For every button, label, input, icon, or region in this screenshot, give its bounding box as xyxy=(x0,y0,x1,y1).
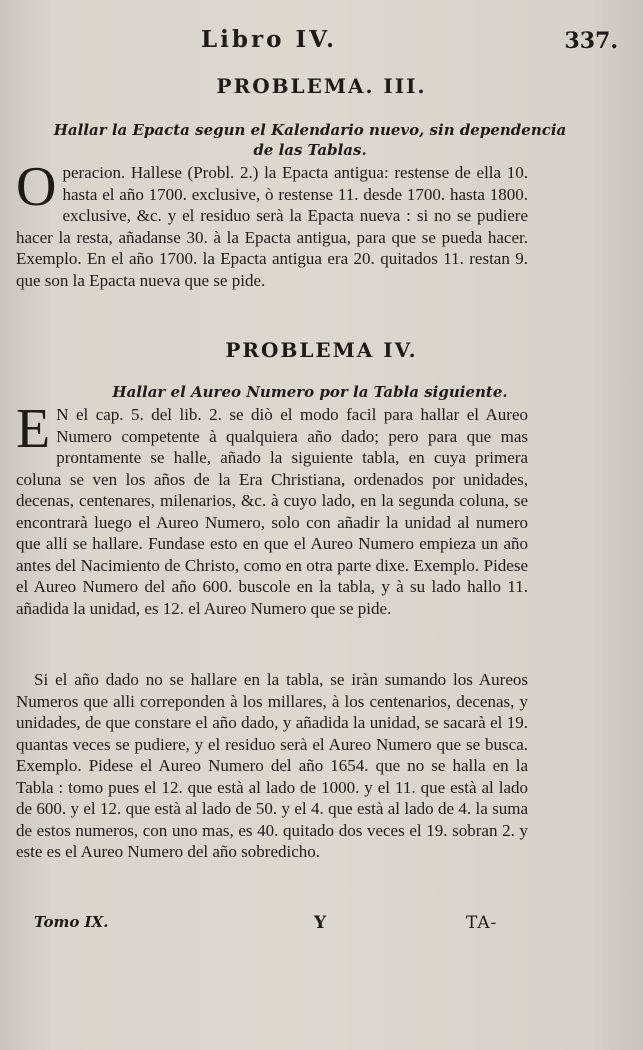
volume-label: Tomo IX. xyxy=(34,913,109,931)
problem-3-body-text: peracion. Hallese (Probl. 2.) la Epacta antigua: restense de ella 10. hasta el año 1700. exclusive, ò restense 11. desde 1700. hasta 1800. exclusive, &c. y el residuo serà la Epacta nueva : si no se pudiere hacer la resta, añadanse 30. à la Epacta antigua, para que se pueda hacer. Exemplo. En el año 1700. la Epacta antigua era 20. quitados 11. restan 9. que son la Epacta nueva que se pide. xyxy=(16,163,528,290)
page-footer xyxy=(34,913,514,935)
problem-3-subtitle-line-1: Hallar la Epacta segun el Kalendario nuevo, sin dependencia xyxy=(53,121,567,139)
running-head: Libro IV. xyxy=(201,26,338,53)
problem-3-subtitle-line-2: de las Tablas. xyxy=(253,141,367,159)
page-number: 337. xyxy=(564,28,618,54)
problem-3-subtitle xyxy=(30,120,590,160)
signature-mark: Y xyxy=(314,913,327,933)
drop-cap-e: E xyxy=(16,398,51,460)
page-header xyxy=(16,26,628,56)
problem-4-subtitle: Hallar el Aureo Numero por la Tabla siguiente. xyxy=(112,383,508,401)
problem-4-paragraph-1 xyxy=(16,398,528,619)
problem-4-title: PROBLEMA IV. xyxy=(225,338,418,362)
problem-3-title: PROBLEMA. III. xyxy=(216,74,427,98)
problem-4-paragraph-2: Si el año dado no se hallare en la tabla, se iràn sumando los Aureos Numeros que alli correponden à los millares, à los centenarios, decenas, y unidades, de que constare el año dado, y añadida la unidad, se sacarà el 19. quantas veces se pudiere, y el residuo serà el Aureo Numero que se busca. Exemplo. Pidese el Aureo Numero del año 1654. que no se halla en la Tabla : tomo pues el 12. que està al lado de 1000. y el 11. que està al lado de 600. y el 12. que està al lado de 50. y el 4. que està al lado de 4. la suma de estos numeros, con uno mas, es 40. quitado dos veces el 19. sobran 2. y este es el Aureo Numero del año sobredicho. xyxy=(16,670,528,861)
problem-4-paragraph-1-text: N el cap. 5. del lib. 2. se diò el modo facil para hallar el Aureo Numero competente à qualquiera año dado; pero para que mas prontamente se halle, añado la siguiente tabla, en cuya primera coluna se ven los años de la Era Christiana, ordenados por unidades, decenas, centenares, milenarios, &c. à cuyo lado, en la segunda coluna, se encontrarà luego el Aureo Numero, solo con añadir la unidad al numero que alli se hallare. Fundase esto en que el Aureo Numero empieza un año antes del Nacimiento de Christo, como en otra parte dixe. Exemplo. Pidese el Aureo Numero del año 600. buscole en la tabla, y à su lado hallo 11. añadida la unidad, es 12. el Aureo Numero que se pide. xyxy=(16,405,528,618)
catchword: TA- xyxy=(466,913,498,933)
problem-3-body xyxy=(16,156,528,291)
drop-cap-o: O xyxy=(16,156,57,218)
